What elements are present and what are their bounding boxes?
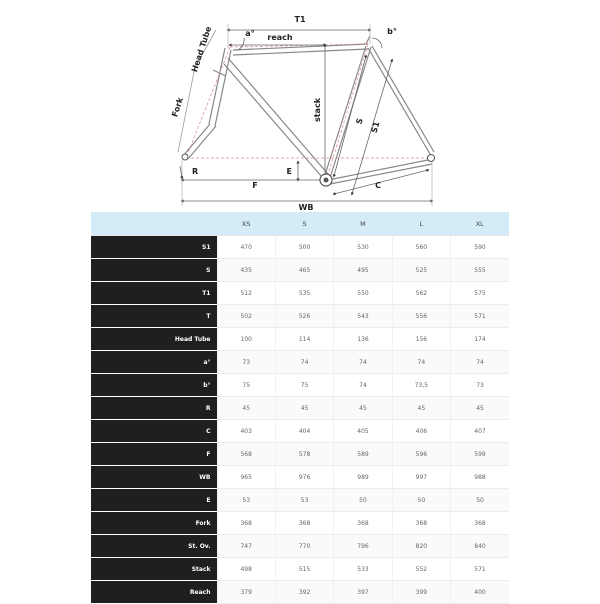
table-cell: 500 <box>275 236 333 259</box>
table-cell: 53 <box>275 489 333 512</box>
table-cell: 74 <box>392 351 450 374</box>
table-cell: 571 <box>451 558 509 581</box>
chain-stay <box>328 160 428 180</box>
table-cell: 50 <box>392 489 450 512</box>
table-cell: 525 <box>392 259 450 282</box>
table-cell: 543 <box>334 305 392 328</box>
table-cell: 75 <box>217 374 275 397</box>
table-cell: 560 <box>392 236 450 259</box>
table-cell: 405 <box>334 420 392 443</box>
table-row <box>91 236 509 259</box>
table-cell: 498 <box>217 558 275 581</box>
table-row <box>91 305 509 328</box>
table-cell: 976 <box>275 466 333 489</box>
table-cell: 555 <box>451 259 509 282</box>
row-label: WB <box>91 466 217 489</box>
table-cell: 512 <box>217 282 275 305</box>
table-body <box>91 236 509 604</box>
table-row <box>91 443 509 466</box>
table-cell: 840 <box>451 535 509 558</box>
label-f: F <box>252 181 258 190</box>
table-cell: 796 <box>334 535 392 558</box>
table-cell: 368 <box>392 512 450 535</box>
frame-geometry-diagram <box>0 0 600 212</box>
table-cell: 526 <box>275 305 333 328</box>
table-cell: 400 <box>451 581 509 604</box>
table-cell: 74 <box>334 351 392 374</box>
table-cell: 556 <box>392 305 450 328</box>
frame-centerlines <box>186 44 432 181</box>
label-stack: stack <box>313 97 322 123</box>
table-cell: 562 <box>392 282 450 305</box>
table-row <box>91 558 509 581</box>
row-label: T1 <box>91 282 217 305</box>
label-s: S <box>354 117 365 126</box>
table-row <box>91 259 509 282</box>
header-corner <box>91 212 217 236</box>
table-header <box>91 212 509 236</box>
table-cell: 435 <box>217 259 275 282</box>
table-cell: 368 <box>217 512 275 535</box>
table-cell: 535 <box>275 282 333 305</box>
label-fork: Fork <box>170 96 185 119</box>
size-header: XS <box>217 212 275 236</box>
table-cell: 568 <box>217 443 275 466</box>
table-cell: 530 <box>334 236 392 259</box>
table-cell: 502 <box>217 305 275 328</box>
table-row <box>91 489 509 512</box>
table-cell: 45 <box>334 397 392 420</box>
table-cell: 75 <box>275 374 333 397</box>
table-cell: 965 <box>217 466 275 489</box>
down-tube <box>224 64 322 177</box>
row-label: St. Ov. <box>91 535 217 558</box>
size-header: S <box>275 212 333 236</box>
table-row <box>91 581 509 604</box>
frame-diagram-svg <box>0 0 600 212</box>
table-row <box>91 512 509 535</box>
table-cell: 53 <box>217 489 275 512</box>
table-cell: 368 <box>334 512 392 535</box>
table-cell: 74 <box>275 351 333 374</box>
table-cell: 45 <box>275 397 333 420</box>
front-dropout <box>182 154 188 160</box>
label-wb: WB <box>298 203 314 212</box>
table-cell: 74 <box>451 351 509 374</box>
row-label: S <box>91 259 217 282</box>
label-reach: reach <box>267 33 293 42</box>
table-cell: 533 <box>334 558 392 581</box>
table-cell: 406 <box>392 420 450 443</box>
table-cell: 399 <box>392 581 450 604</box>
seat-tube <box>324 46 366 178</box>
table-cell: 590 <box>451 236 509 259</box>
table-cell: 599 <box>451 443 509 466</box>
table-cell: 578 <box>275 443 333 466</box>
row-label: Fork <box>91 512 217 535</box>
label-head-tube: Head Tube <box>190 25 214 74</box>
table-cell: 465 <box>275 259 333 282</box>
table-row <box>91 535 509 558</box>
seat-stay <box>368 48 430 154</box>
table-cell: 997 <box>392 466 450 489</box>
table-cell: 596 <box>392 443 450 466</box>
table-row <box>91 397 509 420</box>
rear-dropout <box>428 155 435 162</box>
label-r: R <box>192 167 199 176</box>
table-cell: 552 <box>392 558 450 581</box>
table-cell: 174 <box>451 328 509 351</box>
table-cell: 820 <box>392 535 450 558</box>
table-cell: 368 <box>275 512 333 535</box>
table-cell: 550 <box>334 282 392 305</box>
table-cell: 403 <box>217 420 275 443</box>
label-e: E <box>286 167 292 176</box>
table-cell: 589 <box>334 443 392 466</box>
label-c: C <box>375 181 381 190</box>
row-label: T <box>91 305 217 328</box>
geometry-table <box>91 212 509 604</box>
size-header-row <box>91 212 509 236</box>
row-label: Reach <box>91 581 217 604</box>
table-cell: 404 <box>275 420 333 443</box>
row-label: Stack <box>91 558 217 581</box>
table-cell: 50 <box>334 489 392 512</box>
row-label: b° <box>91 374 217 397</box>
table-cell: 470 <box>217 236 275 259</box>
table-cell: 45 <box>451 397 509 420</box>
table-cell: 988 <box>451 466 509 489</box>
row-label: F <box>91 443 217 466</box>
label-a-angle: a° <box>245 29 255 38</box>
table-cell: 575 <box>451 282 509 305</box>
frame-tubes <box>183 36 434 184</box>
table-cell: 392 <box>275 581 333 604</box>
label-b-angle: b° <box>387 27 397 36</box>
table-cell: 515 <box>275 558 333 581</box>
table-cell: 136 <box>334 328 392 351</box>
size-header: L <box>392 212 450 236</box>
row-label: a° <box>91 351 217 374</box>
size-header: M <box>334 212 392 236</box>
table-cell: 989 <box>334 466 392 489</box>
table-cell: 156 <box>392 328 450 351</box>
row-label: E <box>91 489 217 512</box>
table-row <box>91 420 509 443</box>
table-cell: 73 <box>217 351 275 374</box>
table-cell: 73,5 <box>392 374 450 397</box>
table-row <box>91 282 509 305</box>
table-cell: 368 <box>451 512 509 535</box>
table-cell: 100 <box>217 328 275 351</box>
table-cell: 45 <box>392 397 450 420</box>
head-tube <box>209 48 225 124</box>
row-label: R <box>91 397 217 420</box>
label-t1: T1 <box>294 15 306 24</box>
size-header: XL <box>451 212 509 236</box>
table-cell: 770 <box>275 535 333 558</box>
table-row <box>91 466 509 489</box>
table-cell: 407 <box>451 420 509 443</box>
label-s1: S1 <box>369 120 382 134</box>
table-row <box>91 351 509 374</box>
row-label: Head Tube <box>91 328 217 351</box>
table-cell: 397 <box>334 581 392 604</box>
table-cell: 495 <box>334 259 392 282</box>
table-row <box>91 374 509 397</box>
row-label: S1 <box>91 236 217 259</box>
table-cell: 73 <box>451 374 509 397</box>
table-cell: 45 <box>217 397 275 420</box>
fork-blade <box>183 124 210 156</box>
row-label: C <box>91 420 217 443</box>
table-cell: 571 <box>451 305 509 328</box>
table-cell: 50 <box>451 489 509 512</box>
table-row <box>91 328 509 351</box>
table-cell: 747 <box>217 535 275 558</box>
table-cell: 114 <box>275 328 333 351</box>
table-cell: 74 <box>334 374 392 397</box>
table-cell: 379 <box>217 581 275 604</box>
frame-joints <box>182 154 435 186</box>
